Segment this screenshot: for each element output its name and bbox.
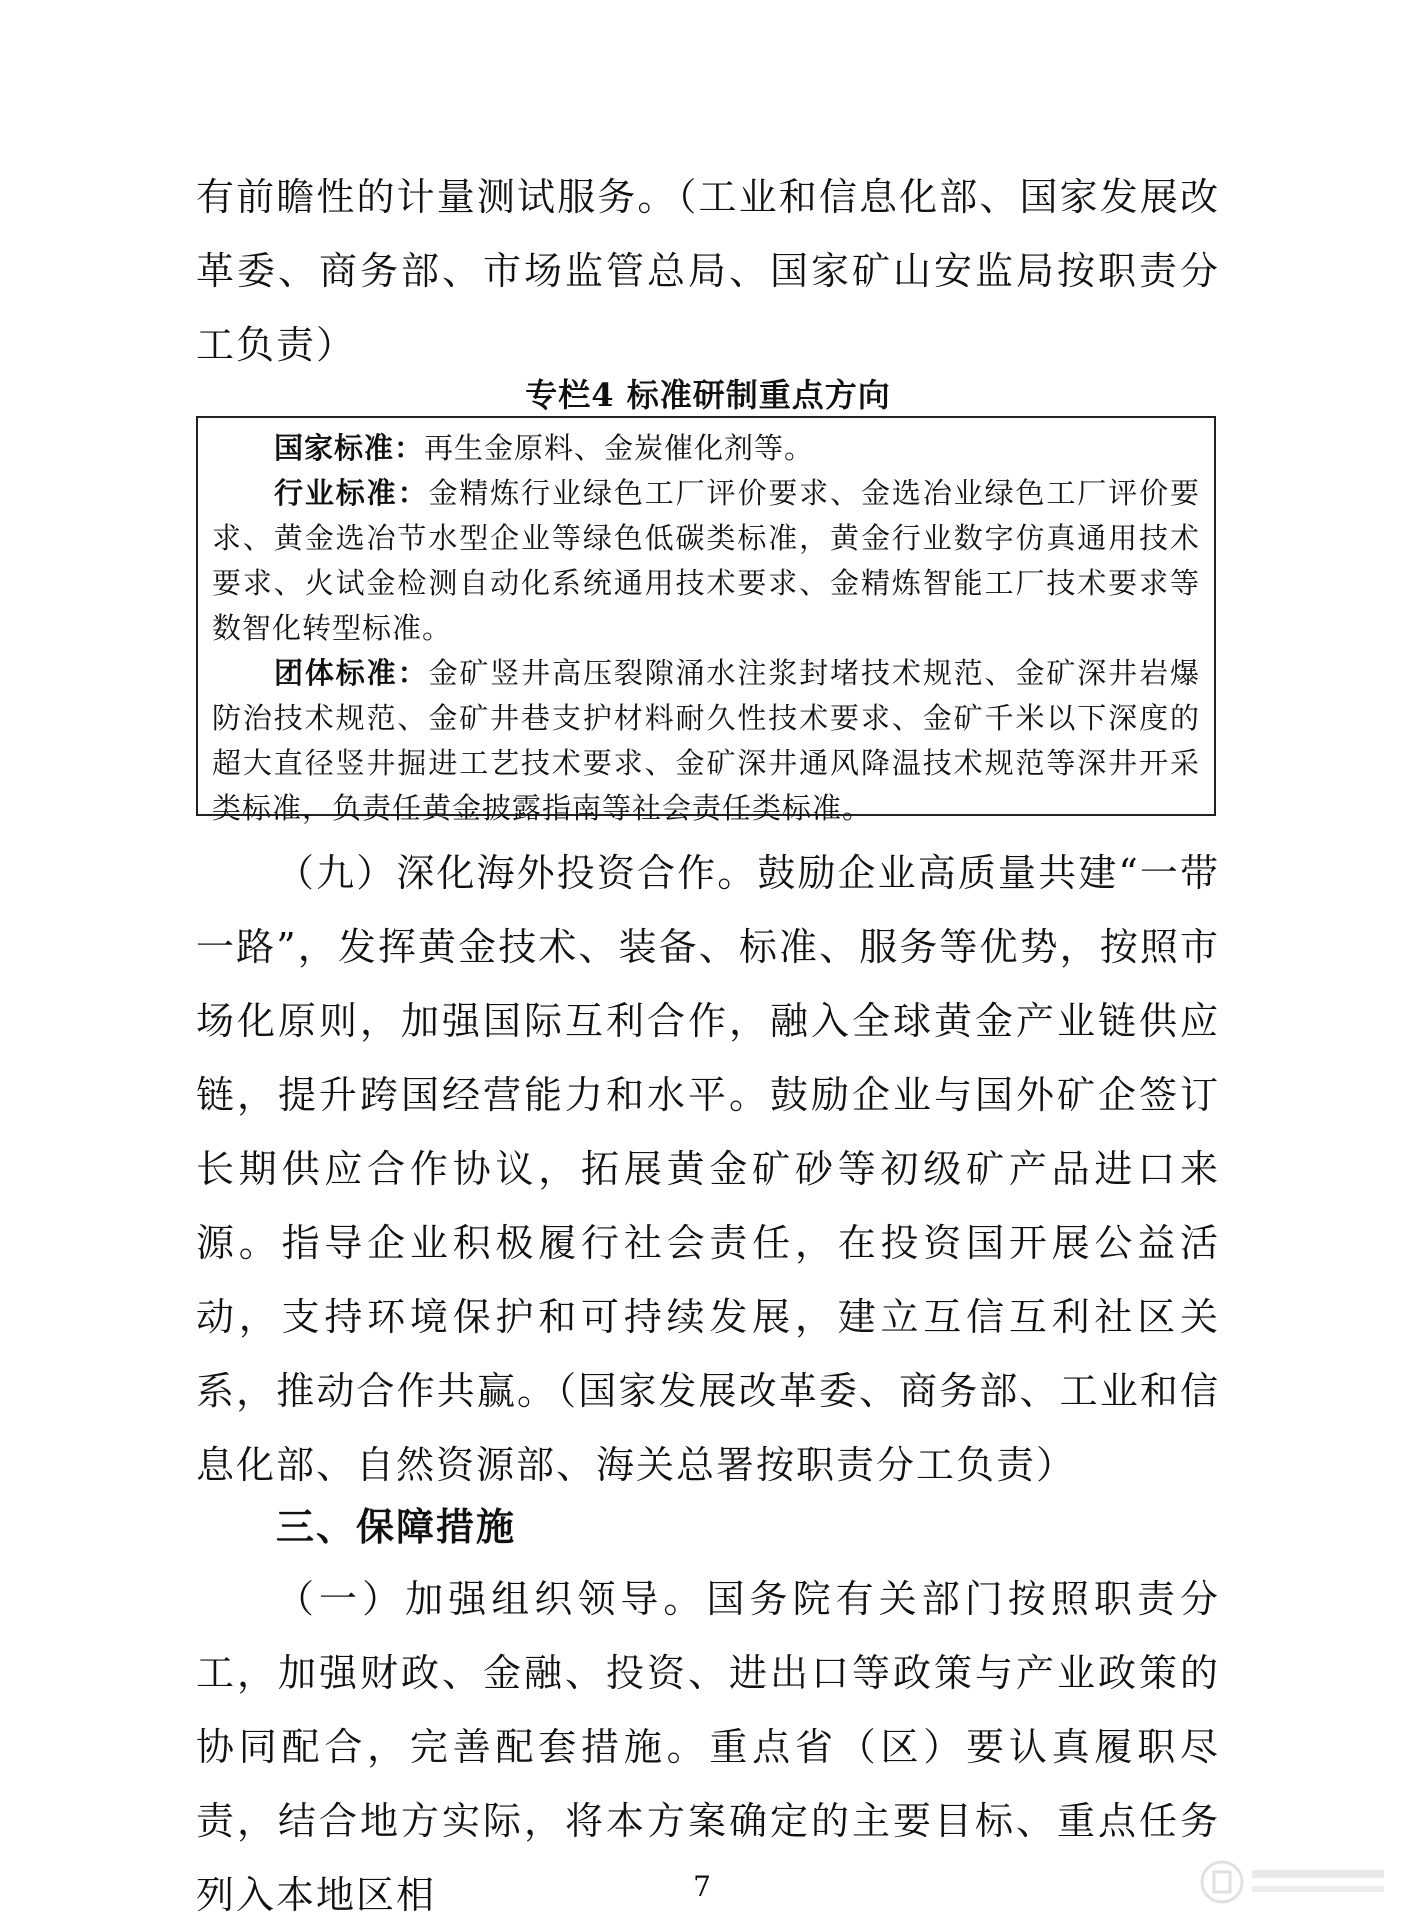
section-nine-paragraph: （九）深化海外投资合作。鼓励企业高质量共建“一带一路”，发挥黄金技术、装备、标准、服务等优势，按照市场化原则，加强国际互利合作，融入全球黄金产业链供应链，提升跨国经营能力和水平。鼓励企业与国外矿企签订长期供应合作协议，拓展黄金矿砂等初级矿产品进口来源。指导企业积极履行社会责任，在投资国开展公益活动，支持环境保护和可持续发展，建立互信互利社区关系，推动合作共赢。（国家发展改革委、商务部、工业和信息化部、自然资源部、海关总署按职责分工负责） bbox=[196, 851, 1220, 1487]
group-standards-label: 团体标准： bbox=[274, 656, 429, 690]
watermark-logo-icon bbox=[1196, 1856, 1392, 1908]
national-standards-text: 再生金原料、金炭催化剂等。 bbox=[424, 431, 815, 465]
industry-standards bbox=[212, 471, 1200, 651]
page-number: 7 bbox=[693, 1870, 711, 1903]
intro-paragraph: 有前瞻性的计量测试服务。（工业和信息化部、国家发展改革委、商务部、市场监管总局、国家矿山安监局按职责分工负责） bbox=[196, 175, 1220, 367]
national-standards-label: 国家标准： bbox=[274, 431, 425, 465]
industry-standards-text: 金精炼行业绿色工厂评价要求、金选冶业绿色工厂评价要求、黄金选冶节水型企业等绿色低碳类标准，黄金行业数字仿真通用技术要求、火试金检测自动化系统通用技术要求、金精炼智能工厂技术要求等数智化转型标准。 bbox=[212, 476, 1200, 645]
section-heading-three: 三、保障措施 bbox=[276, 1505, 517, 1549]
group-standards-text: 金矿竖井高压裂隙涌水注浆封堵技术规范、金矿深井岩爆防治技术规范、金矿井巷支护材料耐久性技术要求、金矿千米以下深度的超大直径竖井掘进工艺技术要求、金矿深井通风降温技术规范等深井开采类标准，负责任黄金披露指南等社会责任类标准。 bbox=[212, 656, 1200, 825]
section-one-paragraph: （一）加强组织领导。国务院有关部门按照职责分工，加强财政、金融、投资、进出口等政策与产业政策的协同配合，完善配套措施。重点省（区）要认真履职尽责，结合地方实际，将本方案确定的主要目标、重点任务列入本地区相 bbox=[196, 1577, 1220, 1917]
standards-box bbox=[196, 416, 1216, 825]
national-standards bbox=[212, 426, 1200, 471]
box-title: 专栏4 标准研制重点方向 bbox=[525, 376, 891, 414]
group-standards bbox=[212, 651, 1200, 831]
industry-standards-label: 行业标准： bbox=[274, 476, 429, 510]
